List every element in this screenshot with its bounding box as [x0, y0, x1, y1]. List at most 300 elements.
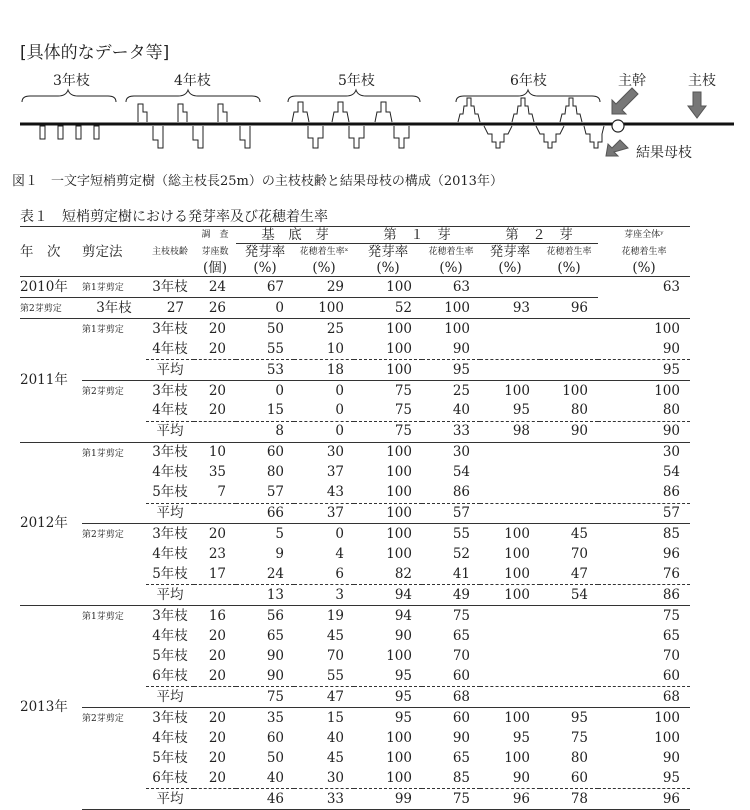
- cell-b2: 37: [326, 464, 344, 481]
- cell-b1: 35: [236, 707, 294, 728]
- cell-age: 4年枝: [152, 464, 188, 481]
- cell-s1: 100: [480, 707, 540, 728]
- cell-n: [194, 503, 236, 524]
- cell-b1: 75: [236, 687, 294, 708]
- cell-b2: 10: [326, 340, 344, 357]
- cell-year: 2010年: [20, 277, 82, 298]
- table-row: [20, 769, 690, 789]
- cell-age: 平均: [146, 503, 194, 524]
- cell-n: 35: [208, 464, 226, 481]
- cell-b1: 60: [266, 729, 284, 746]
- cell-w: 95: [662, 769, 680, 786]
- cell-s1: 100: [480, 380, 540, 401]
- cell-s1: [480, 319, 540, 340]
- hdr-first-germ: 発芽率: [367, 244, 409, 260]
- hdr-count-top: 調 査: [194, 227, 236, 244]
- cell-w: 90: [662, 749, 680, 766]
- cell-age: 6年枝: [152, 667, 188, 684]
- cell-s2: [540, 277, 598, 298]
- cell-age: 3年枝: [146, 707, 194, 728]
- cell-b2: 40: [326, 729, 344, 746]
- hdr-pct: (%): [294, 260, 354, 277]
- cell-method: [82, 421, 146, 442]
- cell-f1: 100: [354, 503, 422, 524]
- cell-s2: [540, 319, 598, 340]
- table-row: [20, 585, 690, 606]
- cell-w: 86: [662, 484, 680, 501]
- cell-f1: 100: [386, 647, 412, 664]
- cell-f2: 65: [452, 749, 470, 766]
- cell-f2: 57: [422, 503, 480, 524]
- cell-f1: 94: [354, 585, 422, 606]
- spurs-4yr: [138, 104, 250, 148]
- table-row: [20, 544, 690, 564]
- label-trunk: 主幹: [618, 73, 646, 89]
- hdr-pct: (%): [480, 260, 540, 277]
- table-row: [20, 626, 690, 646]
- cell-f1: 100: [386, 464, 412, 481]
- cell-age: 平均: [146, 687, 194, 708]
- cell-b2: 45: [326, 749, 344, 766]
- cell-w: 90: [598, 421, 690, 442]
- cell-s1: 95: [512, 729, 530, 746]
- cell-s2: [540, 626, 598, 646]
- cell-f2: 85: [452, 769, 470, 786]
- cell-f2: 40: [452, 402, 470, 419]
- table-row: [20, 401, 690, 421]
- cell-s1: [480, 626, 540, 646]
- cell-f1: 100: [354, 319, 422, 340]
- cell-f2: 90: [452, 729, 470, 746]
- cell-b1: 53: [236, 360, 294, 381]
- hdr-pct: (%): [236, 260, 294, 277]
- cell-n: 20: [194, 524, 236, 545]
- cell-b1: 13: [236, 585, 294, 606]
- cell-f1: 95: [354, 687, 422, 708]
- spurs-3yr: [40, 126, 99, 139]
- cell-f1: 75: [354, 421, 422, 442]
- cell-n: 20: [208, 647, 226, 664]
- table-row: [20, 789, 690, 810]
- table-row: [20, 667, 690, 687]
- cell-n: 20: [208, 769, 226, 786]
- cell-w: 75: [598, 606, 690, 627]
- cell-f2: 60: [452, 667, 470, 684]
- cell-age: 平均: [146, 585, 194, 606]
- cell-b1: 15: [266, 402, 284, 419]
- cell-age: 4年枝: [152, 402, 188, 419]
- branch-arrow: [688, 92, 706, 118]
- cell-b2: 45: [326, 627, 344, 644]
- cell-w: 80: [662, 402, 680, 419]
- cell-n: 17: [208, 565, 226, 582]
- cell-method: [82, 340, 146, 360]
- cell-f1: 100: [386, 546, 412, 563]
- label-3yr: 3年枝: [53, 73, 90, 89]
- cell-method: [82, 544, 146, 564]
- cell-n: 20: [208, 627, 226, 644]
- cell-f2: 55: [422, 524, 480, 545]
- cell-b2: 0: [294, 380, 354, 401]
- cell-w: 100: [598, 707, 690, 728]
- cell-s1: 100: [422, 298, 480, 319]
- data-table: [20, 226, 690, 810]
- cell-n: 20: [208, 667, 226, 684]
- cell-s1: 100: [480, 585, 540, 606]
- cell-method: 第1芽剪定: [82, 319, 146, 340]
- table-row: [20, 277, 690, 298]
- cell-b1: 24: [266, 565, 284, 582]
- cell-s2: [540, 463, 598, 483]
- cell-s2: 95: [540, 707, 598, 728]
- cell-w: 57: [598, 503, 690, 524]
- hdr-first-flower: 花穂着生率: [428, 247, 474, 257]
- hdr-method: 剪定法: [82, 243, 123, 260]
- cell-age: 4年枝: [152, 546, 188, 563]
- cell-s1: 100: [504, 546, 530, 563]
- table-row: [20, 319, 690, 340]
- cell-method: 第2芽剪定: [82, 380, 146, 401]
- cell-s2: [540, 606, 598, 627]
- cell-f2: 60: [422, 707, 480, 728]
- cell-f1: 100: [354, 442, 422, 463]
- hdr-second-flower: 花穂着生率: [546, 247, 592, 257]
- cell-n: [194, 421, 236, 442]
- cell-age: 平均: [146, 421, 194, 442]
- table-row: [20, 380, 690, 401]
- cell-s1: [480, 503, 540, 524]
- cell-method: 第1芽剪定: [82, 442, 146, 463]
- cell-b2: 47: [294, 687, 354, 708]
- cell-f1: 100: [354, 524, 422, 545]
- cell-b1: 65: [266, 627, 284, 644]
- cell-b2: 55: [326, 667, 344, 684]
- cell-s1: [480, 483, 540, 503]
- cell-f1: 100: [294, 298, 354, 319]
- cell-n: 24: [194, 277, 236, 298]
- cell-b2: 0: [335, 402, 344, 419]
- cell-s2: 80: [570, 749, 588, 766]
- cell-b2: 25: [294, 319, 354, 340]
- cell-b2: 33: [294, 789, 354, 810]
- cell-b1: 60: [236, 442, 294, 463]
- cell-f1: 99: [354, 789, 422, 810]
- cell-method: [82, 748, 146, 768]
- cell-b1: 40: [266, 769, 284, 786]
- cell-s2: 100: [540, 380, 598, 401]
- table-row: [20, 340, 690, 360]
- cell-s2: [540, 667, 598, 687]
- cell-b1: 0: [236, 380, 294, 401]
- cell-b1: 80: [266, 464, 284, 481]
- cell-f1: 100: [386, 340, 412, 357]
- table-row: [20, 421, 690, 442]
- hdr-year: 年 次: [20, 243, 61, 260]
- hdr-second-germ: 発芽率: [489, 244, 531, 260]
- cell-f1: 100: [386, 769, 412, 786]
- cell-n: 20: [208, 402, 226, 419]
- cell-b2: 15: [294, 707, 354, 728]
- cell-s2: 93: [480, 298, 540, 319]
- cell-f2: 75: [422, 789, 480, 810]
- cell-f1: 100: [354, 360, 422, 381]
- cell-s1: 100: [504, 749, 530, 766]
- cell-s1: [480, 667, 540, 687]
- cell-b2: 29: [294, 277, 354, 298]
- cell-method: 第2芽剪定: [82, 524, 146, 545]
- label-mother-branch: 結果母枝: [636, 145, 692, 161]
- table-row: [20, 646, 690, 666]
- hdr-base-flower: 花穂着生率ˣ: [299, 247, 349, 257]
- cell-age: 3年枝: [146, 319, 194, 340]
- cell-s1: 90: [512, 769, 530, 786]
- cell-n: 10: [194, 442, 236, 463]
- cell-age: 6年枝: [152, 769, 188, 786]
- cell-s1: [480, 646, 540, 666]
- cell-b2: 0: [236, 298, 294, 319]
- cell-method: [82, 626, 146, 646]
- cell-method: [82, 565, 146, 585]
- hdr-base-bud: 基 底 芽: [236, 227, 354, 244]
- cell-method: [82, 463, 146, 483]
- cell-s2: 54: [540, 585, 598, 606]
- cell-s2: 70: [570, 546, 588, 563]
- cell-w: 54: [662, 464, 680, 481]
- cell-s1: 96: [480, 789, 540, 810]
- cell-f2: 41: [452, 565, 470, 582]
- cell-s2: [540, 483, 598, 503]
- table-row: [20, 442, 690, 463]
- hdr-count-mid: 芽座数: [201, 246, 229, 257]
- cell-s1: [480, 606, 540, 627]
- cell-s2: [540, 360, 598, 381]
- cell-s1: [480, 340, 540, 360]
- cell-s1: 95: [512, 402, 530, 419]
- cell-w: 65: [662, 627, 680, 644]
- table-row: [20, 463, 690, 483]
- table-caption: 表１ 短梢剪定樹における発芽率及び花穂着生率: [20, 209, 328, 225]
- cell-f2: 86: [452, 484, 470, 501]
- cell-year: 2011年: [20, 319, 82, 442]
- cell-s2: 80: [570, 402, 588, 419]
- cell-w: 100: [654, 729, 680, 746]
- cell-method: 第1芽剪定: [82, 606, 146, 627]
- cell-method: [82, 769, 146, 789]
- cell-b1: 26: [194, 298, 236, 319]
- cell-f1: 100: [386, 749, 412, 766]
- cell-n: [194, 585, 236, 606]
- cell-method: [82, 483, 146, 503]
- table-row: [20, 565, 690, 585]
- cell-b2: 19: [294, 606, 354, 627]
- cell-n: 20: [194, 707, 236, 728]
- brace-3yr: [22, 90, 116, 102]
- cell-year: 2013年: [20, 606, 82, 810]
- cell-n: 20: [208, 340, 226, 357]
- cell-f2: 54: [452, 464, 470, 481]
- cell-b2: 37: [294, 503, 354, 524]
- cell-b2: 3: [294, 585, 354, 606]
- table-row: [20, 298, 690, 319]
- hdr-whole: 芽座全体ʸ: [598, 227, 690, 244]
- cell-b1: 50: [266, 749, 284, 766]
- cell-w: 86: [598, 585, 690, 606]
- cell-method: [82, 667, 146, 687]
- cell-b1: 57: [266, 484, 284, 501]
- cell-w: 70: [662, 647, 680, 664]
- table-row: [20, 728, 690, 748]
- cell-method: [82, 646, 146, 666]
- cell-w: 96: [540, 298, 598, 319]
- cell-w: 100: [598, 319, 690, 340]
- cell-f1: 100: [354, 277, 422, 298]
- cell-b1: 50: [236, 319, 294, 340]
- table-row: [20, 483, 690, 503]
- cell-f2: 33: [422, 421, 480, 442]
- cell-method: 第2芽剪定: [82, 707, 146, 728]
- cell-f1: 82: [394, 565, 412, 582]
- cell-b2: 0: [294, 421, 354, 442]
- hdr-pct: (%): [422, 260, 480, 277]
- table-row: [20, 748, 690, 768]
- cell-f2: 52: [354, 298, 422, 319]
- cell-f1: 95: [394, 667, 412, 684]
- hdr-pct: (%): [598, 260, 690, 277]
- trunk-circle: [612, 120, 624, 132]
- cell-f1: 100: [386, 484, 412, 501]
- cell-s2: [540, 646, 598, 666]
- cell-b1: 56: [236, 606, 294, 627]
- cell-w: 96: [598, 789, 690, 810]
- cell-age: 4年枝: [152, 627, 188, 644]
- cell-f1: 75: [394, 402, 412, 419]
- hdr-first-bud: 第 １ 芽: [354, 227, 480, 244]
- cell-b2: 0: [294, 524, 354, 545]
- cell-age: 平均: [146, 789, 194, 810]
- cell-s2: [540, 503, 598, 524]
- table-row: [20, 524, 690, 545]
- cell-age: 3年枝: [146, 606, 194, 627]
- cell-age: 3年枝: [146, 277, 194, 298]
- label-6yr: 6年枝: [510, 73, 547, 89]
- trunk-arrow: [612, 88, 638, 114]
- cell-w: 95: [598, 360, 690, 381]
- cell-s2: [540, 442, 598, 463]
- cell-n: 27: [146, 298, 194, 319]
- cell-b1: 66: [236, 503, 294, 524]
- cell-method: [82, 401, 146, 421]
- cell-b1: 46: [236, 789, 294, 810]
- cell-age: 3年枝: [146, 442, 194, 463]
- cell-n: 16: [194, 606, 236, 627]
- cell-b1: 67: [236, 277, 294, 298]
- cell-n: 7: [217, 484, 226, 501]
- cell-method: [82, 360, 146, 381]
- cell-n: 20: [194, 319, 236, 340]
- label-4yr: 4年枝: [174, 73, 211, 89]
- cell-method: [82, 687, 146, 708]
- cell-age: 3年枝: [146, 380, 194, 401]
- cell-s1: [480, 463, 540, 483]
- cell-b1: 5: [236, 524, 294, 545]
- cell-b2: 30: [294, 442, 354, 463]
- cell-w: 90: [662, 340, 680, 357]
- cell-n: [194, 789, 236, 810]
- cell-age: 3年枝: [146, 524, 194, 545]
- cell-f2: 100: [422, 319, 480, 340]
- cell-b2: 18: [294, 360, 354, 381]
- cell-n: 20: [208, 729, 226, 746]
- cell-s1: 98: [480, 421, 540, 442]
- cell-b1: 90: [266, 647, 284, 664]
- table-row: [20, 687, 690, 708]
- cell-s2: 90: [540, 421, 598, 442]
- cell-method: [82, 789, 146, 810]
- cell-n: 20: [194, 380, 236, 401]
- cell-f2: 95: [422, 360, 480, 381]
- cell-method: [82, 585, 146, 606]
- cell-age: 5年枝: [152, 647, 188, 664]
- cell-year: 2012年: [20, 442, 82, 606]
- cell-s1: [480, 687, 540, 708]
- label-branch: 主枝: [688, 73, 716, 89]
- cell-age: 3年枝: [82, 298, 146, 319]
- cell-n: 23: [208, 546, 226, 563]
- cell-w: 100: [598, 380, 690, 401]
- cell-b2: 6: [335, 565, 344, 582]
- hdr-base-germ: 発芽率: [244, 244, 286, 260]
- cell-n: [194, 360, 236, 381]
- cell-age: 4年枝: [152, 340, 188, 357]
- cell-age: 4年枝: [152, 729, 188, 746]
- cell-b2: 30: [326, 769, 344, 786]
- cell-w: 96: [662, 546, 680, 563]
- brace-4yr: [126, 90, 260, 102]
- cell-s2: 60: [570, 769, 588, 786]
- cell-b1: 9: [275, 546, 284, 563]
- hdr-count-unit: (個): [194, 260, 236, 277]
- cell-method: [82, 503, 146, 524]
- cell-f2: 90: [452, 340, 470, 357]
- table-body: [20, 277, 690, 810]
- cell-age: 5年枝: [152, 749, 188, 766]
- cell-f1: 75: [354, 380, 422, 401]
- cell-method: 第1芽剪定: [82, 277, 146, 298]
- cell-f2: 63: [422, 277, 480, 298]
- brace-6yr: [456, 90, 600, 102]
- cell-s1: [480, 277, 540, 298]
- cell-f2: 70: [452, 647, 470, 664]
- brace-5yr: [288, 90, 420, 102]
- cell-b1: 8: [236, 421, 294, 442]
- cell-f1: 94: [354, 606, 422, 627]
- cell-s2: 78: [540, 789, 598, 810]
- cell-age: 平均: [146, 360, 194, 381]
- cell-f2: 75: [422, 606, 480, 627]
- hdr-age: 主枝枝齢: [151, 246, 188, 257]
- cell-f2: 49: [422, 585, 480, 606]
- cell-w: 30: [598, 442, 690, 463]
- cell-method: 第2芽剪定: [20, 298, 82, 319]
- table-row: [20, 606, 690, 627]
- table-row: [20, 503, 690, 524]
- cell-f2: 52: [452, 546, 470, 563]
- cell-n: [194, 687, 236, 708]
- cell-w: 76: [662, 565, 680, 582]
- hdr-pct: (%): [540, 260, 598, 277]
- label-5yr: 5年枝: [338, 73, 375, 89]
- cell-s1: 100: [480, 524, 540, 545]
